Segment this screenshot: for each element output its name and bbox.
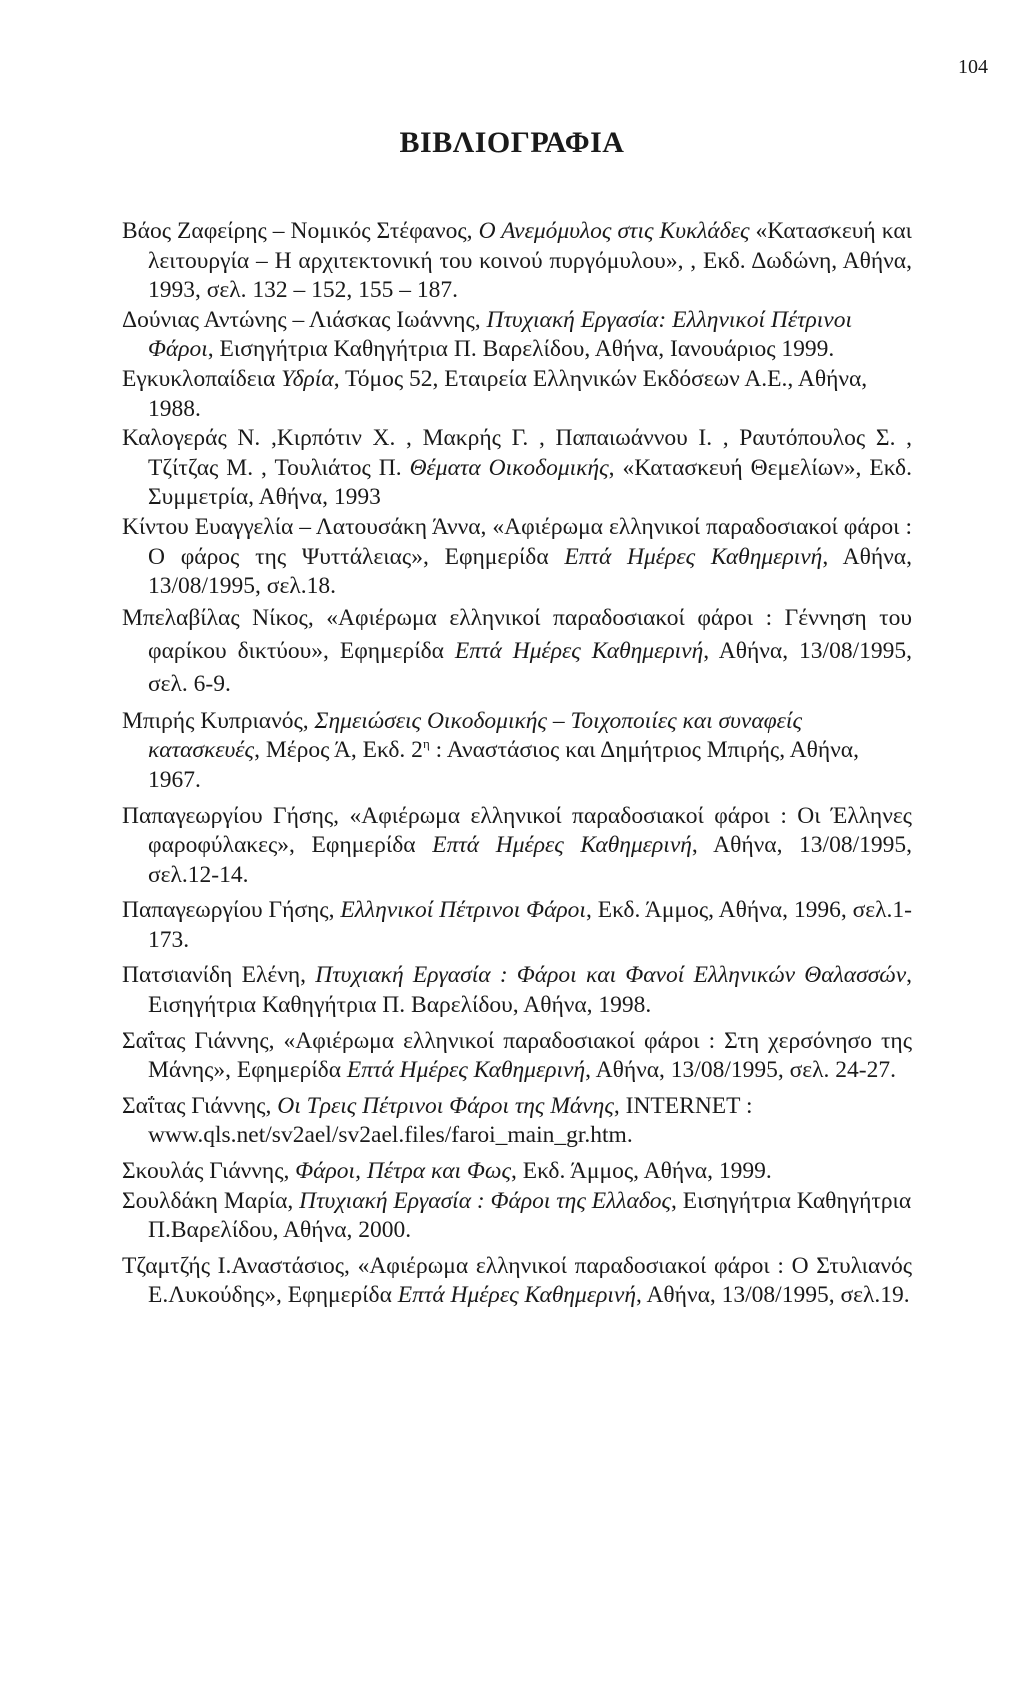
entry-title: Πτυχιακή Εργασία: Ελληνικοί Πέτρινοι Φάροι	[148, 306, 853, 363]
bibliography-entry	[122, 424, 912, 513]
edition-superscript: η	[422, 736, 430, 752]
entry-title: Επτά Ημέρες Καθημερινή	[454, 637, 704, 664]
bibliography-entry	[122, 602, 912, 701]
entry-author-text: Δούνιας Αντώνης – Λιάσκας Ιωάννης,	[122, 306, 487, 333]
entry-title: Πτυχιακή Εργασία : Φάροι της Ελλαδος	[299, 1187, 672, 1214]
entry-title: Επτά Ημέρες Καθημερινή	[564, 543, 823, 570]
entry-details-text: , Εισηγήτρια Καθηγήτρια Π. Βαρελίδου, Αθήνα, 1998.	[148, 962, 912, 1019]
page-title: ΒΙΒΛΙΟΓΡΑΦΙΑ	[399, 126, 625, 159]
entry-author-text: Σουλδάκη Μαρία,	[122, 1187, 300, 1214]
entry-details-text: , Αθήνα, 13/08/1995, σελ. 24-27.	[585, 1057, 896, 1084]
entry-details-text: , Αθήνα, 13/08/1995, σελ.18.	[148, 543, 912, 600]
entry-author-text: Παπαγεωργίου Γήσης, «Αφιέρωμα ελληνικοί παραδοσιακοί φάροι : Οι Έλληνες φαροφύλακες», Εφημερίδα	[122, 802, 912, 859]
entry-details-text: , Εισηγήτρια Καθηγήτρια Π.Βαρελίδου, Αθήνα, 2000.	[148, 1187, 912, 1244]
entry-author-text: Εγκυκλοπαίδεια	[122, 365, 282, 392]
entry-author-text: Τζαμτζής Ι.Αναστάσιος, «Αφιέρωμα ελληνικοί παραδοσιακοί φάροι : Ο Στυλιανός Ε.Λυκούδης», Εφημερίδα	[122, 1252, 912, 1309]
bibliography-entry	[122, 707, 912, 796]
bibliography-entry	[122, 1157, 912, 1187]
entry-author-text: Κίντου Ευαγγελία – Λατουσάκη Άννα, «Αφιέρωμα ελληνικοί παραδοσιακοί φάροι : Ο φάρος της Ψυττάλειας», Εφημερίδα	[122, 513, 912, 570]
entry-author-text: Παπαγεωργίου Γήσης,	[122, 897, 341, 924]
entry-title: Επτά Ημέρες Καθημερινή	[346, 1057, 586, 1084]
entry-author-text: Σαΐτας Γιάννης,	[122, 1092, 278, 1119]
bibliography-entry	[122, 306, 912, 365]
entry-details-text: , Μέρος Ά, Εκδ. 2	[254, 737, 423, 764]
entry-title: Πτυχιακή Εργασία : Φάροι και Φανοί Ελληνικών Θαλασσών	[315, 962, 907, 989]
entry-title: Επτά Ημέρες Καθημερινή	[397, 1282, 636, 1309]
bibliography-entry	[122, 1187, 912, 1246]
bibliography-entry	[122, 1027, 912, 1086]
entry-details-text: , INTERNET : www.qls.net/sv2ael/sv2ael.files/faroi_main_gr.htm.	[148, 1092, 753, 1149]
bibliography-entry	[122, 802, 912, 891]
bibliography-entry	[122, 1252, 912, 1311]
bibliography-entry	[122, 513, 912, 602]
page-number: 104	[958, 56, 988, 78]
entry-author-text: Πατσιανίδη Ελένη,	[122, 962, 316, 989]
entry-title: Ελληνικοί Πέτρινοι Φάροι	[340, 897, 586, 924]
entry-title: Θέματα Οικοδομικής	[409, 454, 609, 481]
entry-author-text: Σκουλάς Γιάννης,	[122, 1158, 296, 1185]
entry-details-text: , Εκδ. Άμμος, Αθήνα, 1996, σελ.1-173.	[148, 897, 912, 953]
entry-title: Οι Τρεις Πέτρινοι Φάροι της Μάνης	[277, 1092, 614, 1119]
entry-author-text: Μπελαβίλας Νίκος, «Αφιέρωμα ελληνικοί παραδοσιακοί φάροι : Γέννηση του φαρίκου δικτύου», Εφημερίδα	[122, 604, 912, 664]
entry-details-text: , «Κατασκευή Θεμελίων», Εκδ. Συμμετρία, Αθήνα, 1993	[148, 454, 912, 511]
entry-details-text: , Τόμος 52, Εταιρεία Ελληνικών Εκδόσεων Α.Ε., Αθήνα, 1988.	[148, 365, 868, 422]
entry-details-text: : Αναστάσιος και Δημήτριος Μπιρής, Αθήνα, 1967.	[148, 737, 859, 793]
bibliography-list	[122, 217, 912, 1311]
entry-details-text: , Αθήνα, 13/08/1995, σελ.12-14.	[148, 832, 912, 888]
entry-details-text: , Εισηγήτρια Καθηγήτρια Π. Βαρελίδου, Αθήνα, Ιανουάριος 1999.	[207, 336, 835, 363]
bibliography-entry	[122, 217, 912, 306]
entry-author-text: Βάος Ζαφείρης – Νομικός Στέφανος,	[122, 218, 479, 244]
bibliography-entry	[122, 365, 912, 424]
bibliography-entry	[122, 1092, 912, 1151]
entry-author-text: Καλογεράς Ν. ,Κιρπότιν Χ. , Μακρής Γ. , Παπαιωάννου Ι. , Ραυτόπουλος Σ. , Τζίτζας Μ. , Τουλιάτος Π.	[122, 425, 912, 481]
entry-title: Ο Ανεμόμυλος στις Κυκλάδες	[478, 218, 750, 244]
entry-author-text: Μπιρής Κυπριανός,	[122, 707, 315, 734]
entry-details-text: , Αθήνα, 13/08/1995, σελ. 6-9.	[148, 637, 912, 697]
entry-title: Επτά Ημέρες Καθημερινή	[432, 832, 692, 859]
entry-details-text: «Κατασκευή και λειτουργία – Η αρχιτεκτονική του κοινού πυργόμυλου», , Εκδ. Δωδώνη, Αθήνα, 1993, σελ. 132 – 152, 155 – 187.	[148, 218, 912, 304]
bibliography-entry	[122, 896, 912, 955]
entry-title: Υδρία	[281, 365, 334, 392]
entry-title: Σημειώσεις Οικοδομικής – Τοιχοποιίες και συναφείς κατασκευές	[148, 707, 802, 764]
entry-author-text: Σαΐτας Γιάννης, «Αφιέρωμα ελληνικοί παραδοσιακοί φάροι : Στη χερσόνησο της Μάνης», Εφημερίδα	[122, 1027, 912, 1084]
entry-details-text: , Αθήνα, 13/08/1995, σελ.19.	[636, 1282, 910, 1309]
entry-title: Φάροι, Πέτρα και Φως	[295, 1158, 511, 1185]
bibliography-entry	[122, 961, 912, 1020]
entry-details-text: , Εκδ. Άμμος, Αθήνα, 1999.	[510, 1158, 772, 1185]
